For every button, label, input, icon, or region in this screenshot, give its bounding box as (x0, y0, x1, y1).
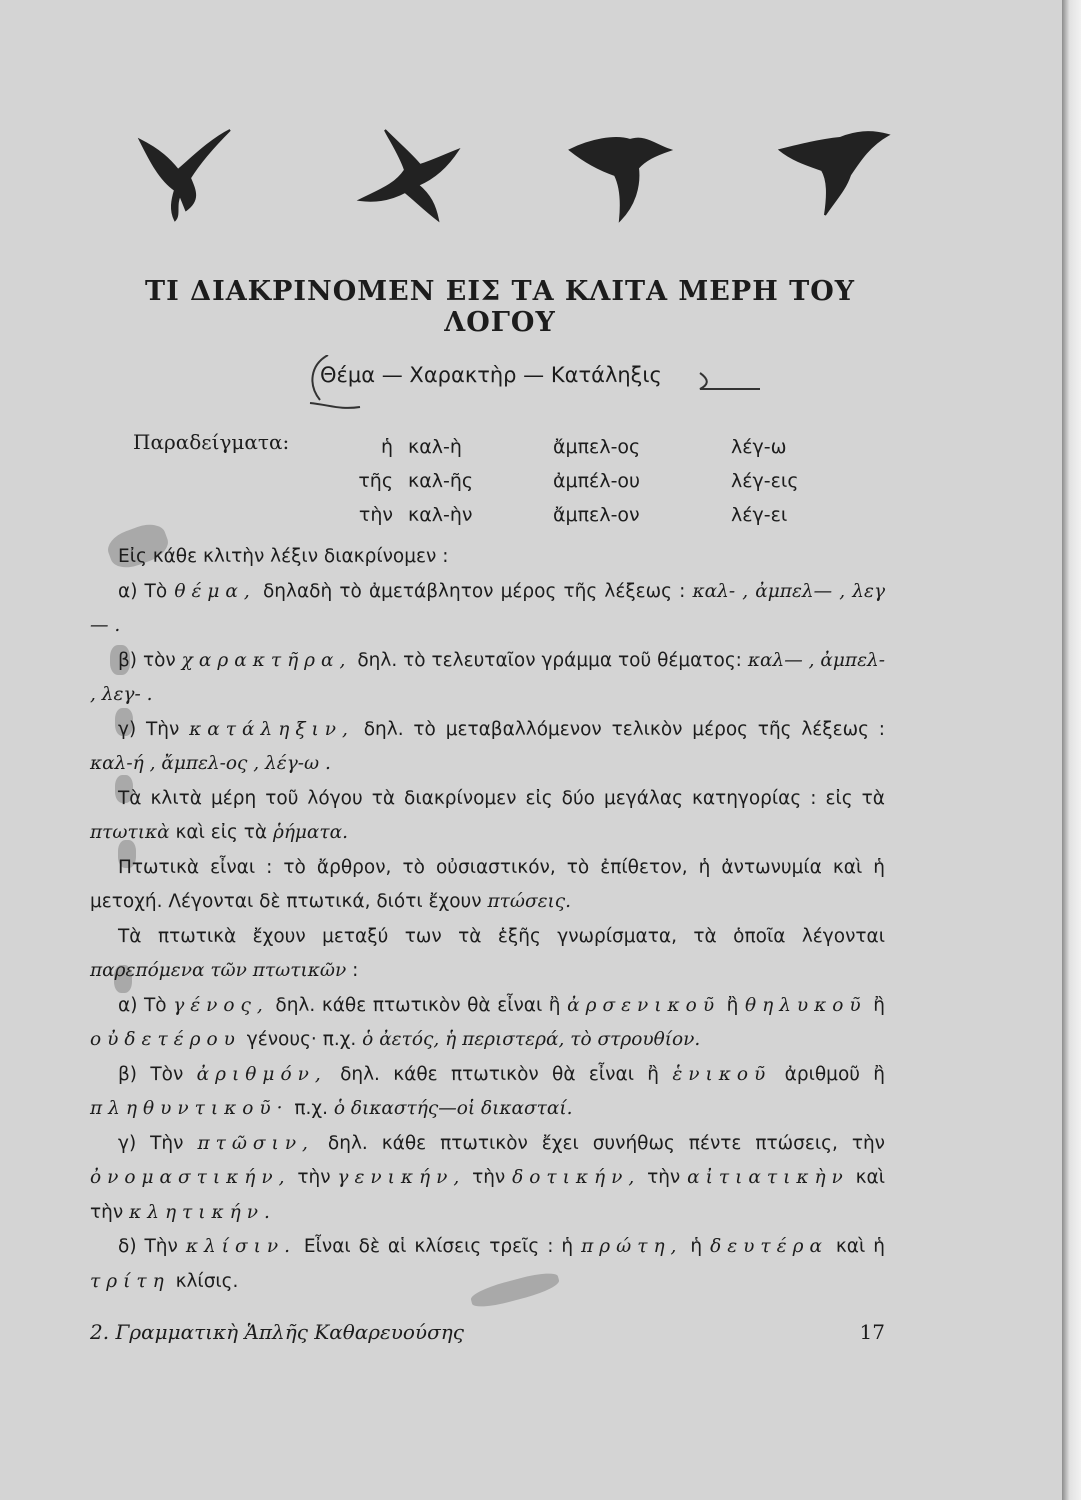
body-text (90, 540, 885, 1299)
subtitle-block (300, 355, 800, 415)
paragraph-ending: γ) Τὴν κατάληξιν, δηλ. τὸ μεταβαλλόμενον τελικὸν μέρος τῆς λέξεως : καλ-ή , ἄμπελ-ος , λέγ-ω . (90, 718, 886, 774)
subtitle: Θέμα — Χαρακτὴρ — Κατάληξις (320, 363, 662, 387)
adjective-column (408, 430, 473, 532)
example-word: τῆς (358, 470, 393, 492)
example-word: λέγ-ει (731, 504, 788, 526)
paragraph-ptotika: Πτωτικὰ εἶναι : τὸ ἄρθρον, τὸ οὐσιαστικόν, τὸ ἐπίθετον, ἡ ἀντωνυμία καὶ ἡ μετοχή. Λέγονται δὲ πτωτικά, διότι ἔχουν πτώσεις. (90, 856, 885, 912)
example-word: ἄμπελ-ον (553, 504, 640, 526)
term-ending: κατάληξιν, (189, 718, 354, 740)
example-word: λέγ-εις (731, 470, 799, 492)
examples-label: Παραδείγματα: (133, 430, 290, 454)
swallow-icon (360, 130, 458, 220)
example-word: καλ-ὴ (408, 436, 462, 458)
paragraph-character: β) τὸν χαρακτῆρα, δηλ. τὸ τελευταῖον γράμμα τοῦ θέματος: καλ— , ἀμπελ- , λεγ- . (90, 649, 885, 705)
verb-column (731, 430, 798, 532)
paragraph-number: β) Τὸν ἀριθμόν, δηλ. κάθε πτωτικὸν θὰ εἶναι ἢ ἑνικοῦ ἀριθμοῦ ἢ πληθυντικοῦ· π.χ. ὁ δικαστής—οἱ δικασταί. (90, 1063, 886, 1119)
swallow-icon (780, 132, 888, 215)
term-thema: θέμα, (174, 580, 256, 602)
page-edge (1062, 0, 1081, 1500)
page-footer (90, 1320, 885, 1350)
footer-title: 2. Γραμματικὴ Ἁπλῆς Καθαρευούσης (90, 1320, 464, 1344)
paragraph-categories: Τὰ κλιτὰ μέρη τοῦ λόγου τὰ διακρίνομεν εἰς δύο μεγάλας κατηγορίας : εἰς τὰ πτωτικὰ καὶ εἰς τὰ ῥήματα. (90, 787, 885, 843)
example-word: καλ-ὴν (408, 504, 473, 526)
example-word: τὴν (358, 504, 393, 526)
example-word: ἡ (380, 436, 393, 458)
paragraph-features: Τὰ πτωτικὰ ἔχουν μεταξύ των τὰ ἑξῆς γνωρίσματα, τὰ ὁποῖα λέγονται παρεπόμενα τῶν πτωτικῶν : (90, 925, 885, 981)
example-word: ἀμπέλ-ου (553, 470, 641, 492)
paragraph-declension: δ) Τὴν κλίσιν. Εἶναι δὲ αἱ κλίσεις τρεῖς : ἡ πρώτη, ἡ δευτέρα καὶ ἡ τρίτη κλίσις. (90, 1236, 885, 1292)
swallow-icon (140, 130, 230, 220)
swallow-icon (570, 138, 670, 220)
articles-column (338, 430, 393, 532)
swallows-decoration (120, 120, 900, 230)
example-word: καλ-ῆς (408, 470, 474, 492)
noun-column (553, 430, 640, 532)
page-title: ΤΙ ΔΙΑΚΡΙΝΟΜΕΝ ΕΙΣ ΤΑ ΚΛΙΤΑ ΜΕΡΗ ΤΟΥ ΛΟΓΟΥ (145, 276, 855, 338)
paragraph-intro: Εἰς κάθε κλιτὴν λέξιν διακρίνομεν : (118, 546, 449, 567)
paragraph-theme: α) Τὸ θέμα, δηλαδὴ τὸ ἀμετάβλητον μέρος τῆς λέξεως : καλ- , ἀμπελ— , λεγ— . (90, 580, 885, 636)
example-word: ἄμπελ-ος (553, 436, 641, 458)
term-character: χαρακτῆρα, (181, 649, 352, 671)
paragraph-gender: α) Τὸ γένος, δηλ. κάθε πτωτικὸν θὰ εἶναι ἢ ἀρσενικοῦ ἢ θηλυκοῦ ἢ οὐδετέρου γένους· π.χ. ὁ ἀετός, ἡ περιστερά, τὸ στρουθίον. (90, 994, 885, 1050)
paragraph-case: γ) Τὴν πτῶσιν, δηλ. κάθε πτωτικὸν ἔχει συνήθως πέντε πτώσεις, τὴν ὀνομαστικήν, τὴν γενικήν, τὴν δοτικήν, τὴν αἰτιατικὴν καὶ τὴν κλητικήν. (90, 1132, 886, 1223)
page-number: 17 (859, 1320, 885, 1344)
example-word: λέγ-ω (731, 436, 787, 458)
